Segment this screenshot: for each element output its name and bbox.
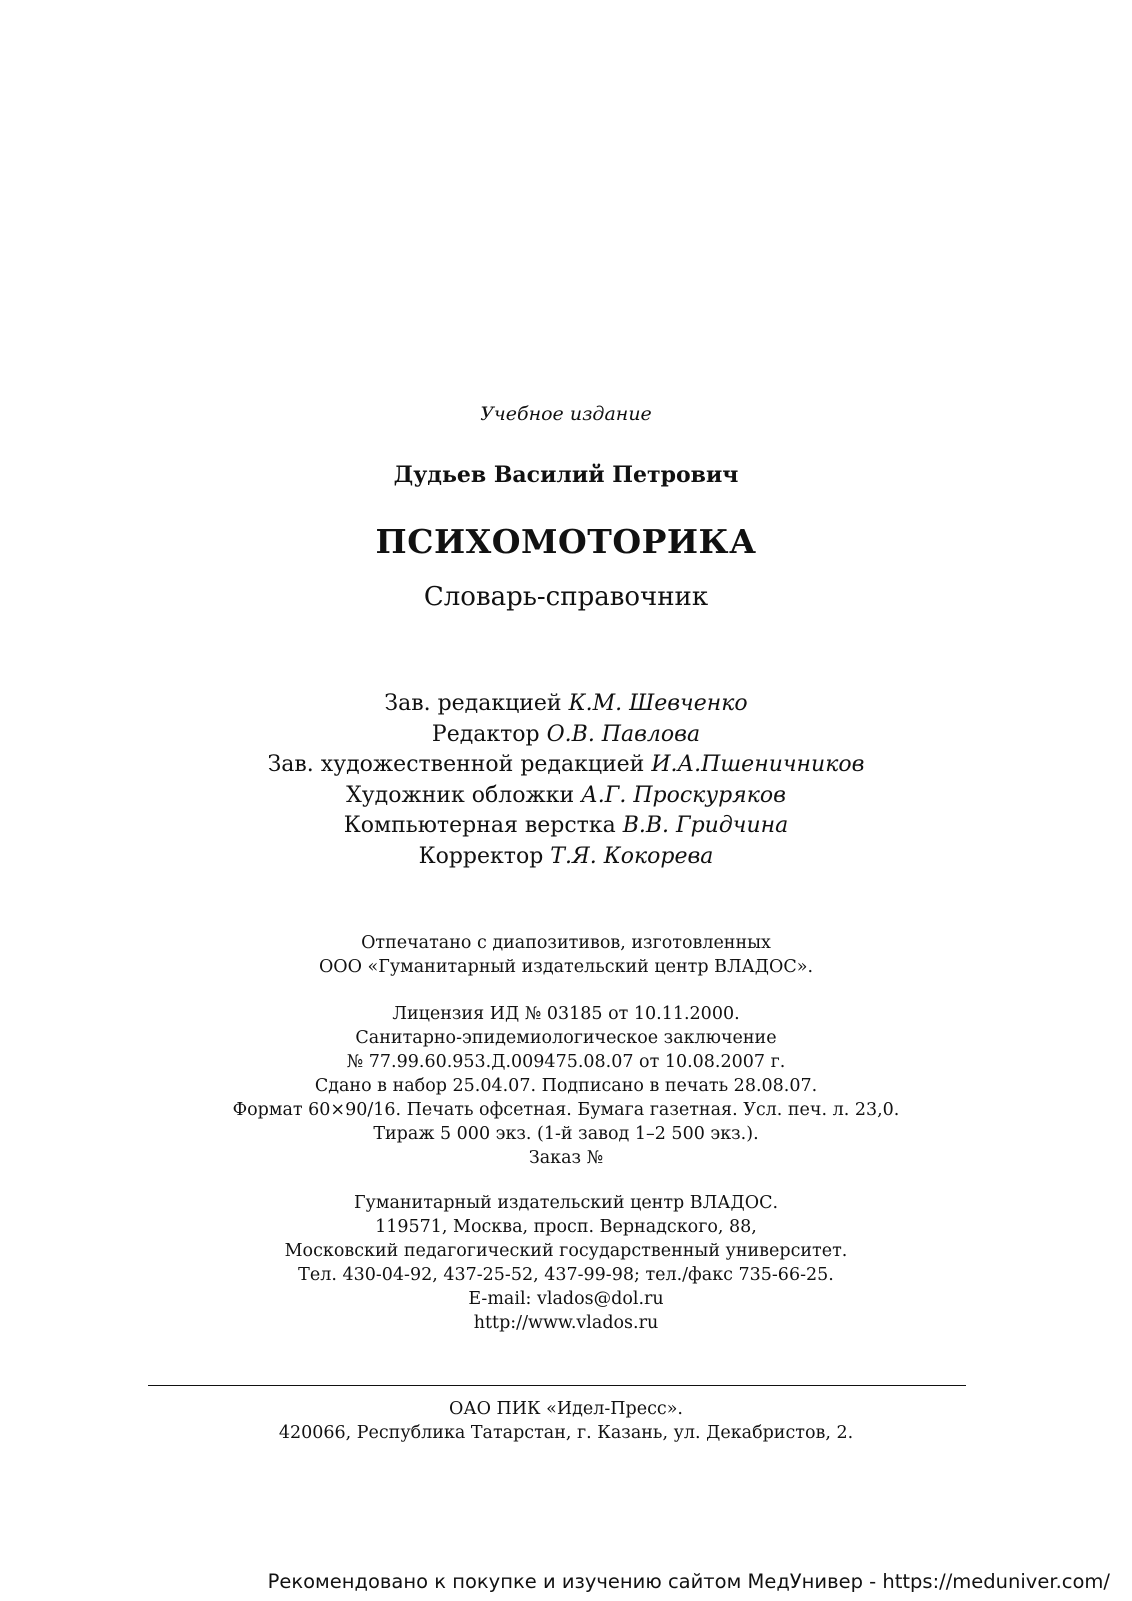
publisher-website: http://www.vlados.ru	[473, 1313, 659, 1333]
author-name: Дудьев Василий Петрович	[393, 462, 739, 488]
credit-person: К.М. Шевченко	[568, 691, 748, 716]
credit-role: Художник обложки	[346, 782, 575, 808]
credit-line	[0, 689, 1132, 720]
publisher-line: 119571, Москва, просп. Вернадского, 88,	[375, 1217, 757, 1237]
license-line: Заказ №	[528, 1148, 604, 1168]
printer-line: ОАО ПИК «Идел-Пресс».	[449, 1399, 683, 1419]
credit-role: Компьютерная верстка	[343, 813, 616, 838]
credit-line	[0, 720, 1132, 751]
publisher-line: Тел. 430-04-92, 437-25-52, 437-99-98; тел./факс 735-66-25.	[298, 1265, 834, 1285]
credit-line	[0, 750, 1132, 781]
credit-person: И.А.Пшеничников	[651, 752, 865, 777]
credit-line	[0, 781, 1132, 812]
license-line: № 77.99.60.953.Д.009475.08.07 от 10.08.2007 г.	[346, 1052, 786, 1072]
license-line: Тираж 5 000 экз. (1-й завод 1–2 500 экз.).	[373, 1124, 759, 1144]
publisher-line: Гуманитарный издательский центр ВЛАДОС.	[353, 1193, 779, 1213]
credits-block	[0, 689, 1132, 872]
credit-line	[0, 842, 1132, 873]
printed-from-block	[0, 931, 1132, 979]
license-line: Санитарно-эпидемиологическое заключение	[355, 1028, 777, 1048]
credit-person: О.В. Павлова	[546, 721, 701, 747]
credit-role: Зав. редакцией	[384, 691, 562, 716]
printed-from-line: ООО «Гуманитарный издательский центр ВЛАДОС».	[318, 957, 814, 977]
printed-from-line: Отпечатано с диапозитивов, изготовленных	[361, 933, 771, 953]
credit-role: Корректор	[418, 843, 544, 869]
license-line: Формат 60×90/16. Печать офсетная. Бумага газетная. Усл. печ. л. 23,0.	[232, 1100, 900, 1120]
credit-role: Редактор	[431, 721, 540, 747]
credit-person: В.В. Гридчина	[622, 813, 789, 838]
credit-line	[0, 811, 1132, 842]
book-subtitle: Словарь-справочник	[423, 582, 709, 612]
footer-recommendation: Рекомендовано к покупке и изучению сайтом МедУнивер - https://meduniver.com/	[267, 1570, 1110, 1593]
license-line: Лицензия ИД № 03185 от 10.11.2000.	[392, 1004, 740, 1024]
printer-line: 420066, Республика Татарстан, г. Казань, ул. Декабристов, 2.	[278, 1423, 854, 1443]
credit-person: А.Г. Проскуряков	[581, 782, 786, 808]
license-block	[0, 1002, 1132, 1170]
publisher-email: E-mail: vlados@dol.ru	[468, 1289, 664, 1309]
printer-block	[0, 1397, 1132, 1445]
credit-role: Зав. художественной редакцией	[267, 752, 645, 777]
license-line: Сдано в набор 25.04.07. Подписано в печать 28.08.07.	[314, 1076, 818, 1096]
edition-type: Учебное издание	[480, 403, 652, 425]
publisher-block	[0, 1191, 1132, 1335]
publisher-line: Московский педагогический государственный университет.	[284, 1241, 848, 1261]
horizontal-divider	[148, 1385, 966, 1386]
book-title: ПСИХОМОТОРИКА	[375, 522, 757, 561]
credit-person: Т.Я. Кокорева	[550, 843, 714, 869]
